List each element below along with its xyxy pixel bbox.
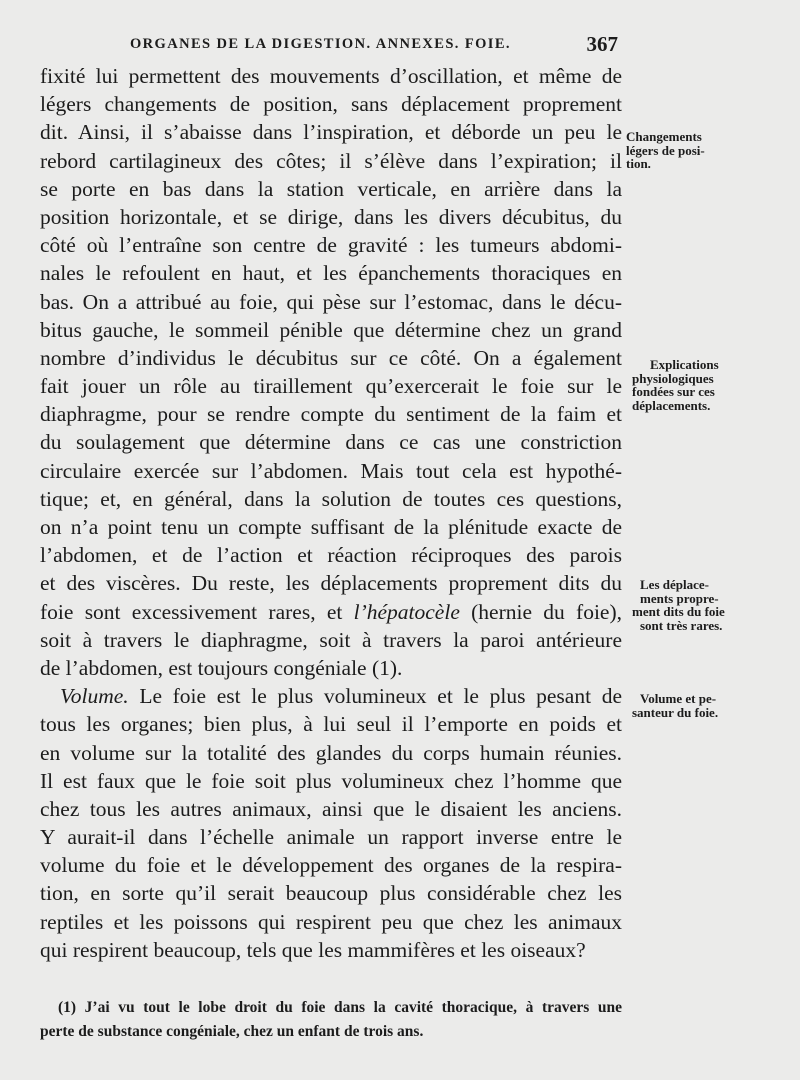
text-line: fait jouer un rôle au tiraillement qu’exercerait le foie sur le: [40, 374, 622, 399]
margin-note-line: légers de posi-: [626, 142, 705, 158]
text-line: Y aurait-il dans l’échelle animale un rapport inverse entre le: [40, 825, 622, 850]
italic-term-hepatocele: l’hépatocèle: [353, 599, 460, 624]
text-line: soit à travers le diaphragme, soit à travers la paroi antérieure: [40, 627, 622, 652]
text-line: nombre d’individus le décubitus sur ce côté. On a également: [40, 345, 622, 370]
text-run: (hernie du foie),: [459, 599, 622, 624]
text-line: bas. On a attribué au foie, qui pèse sur l’estomac, dans le décu-: [40, 289, 622, 314]
text-line: fixité lui permettent des mouvements d’oscillation, et même de: [40, 64, 622, 88]
margin-note-deplacements: [632, 578, 800, 632]
footnote: [40, 996, 622, 1044]
text-line: rebord cartilagineux des côtes; il s’élève dans l’expiration; il: [40, 148, 622, 173]
margin-note-line: déplacements.: [632, 397, 711, 413]
text-line-hepatocele: [40, 598, 622, 626]
margin-note-line: Explications: [650, 357, 719, 372]
text-line: en volume sur la totalité des glandes du corps humain réunies.: [40, 740, 622, 765]
page-header: [40, 34, 620, 58]
margin-note-explications: [632, 358, 800, 412]
margin-note-volume: [632, 692, 800, 719]
page-number: 367: [586, 32, 618, 56]
running-head: ORGANES DE LA DIGESTION. ANNEXES. FOIE.: [130, 36, 511, 52]
margin-note-line: Changements: [626, 129, 702, 144]
margin-note-line: ments propre-: [640, 590, 719, 606]
margin-note-line: santeur du foie.: [632, 704, 719, 720]
main-text: [40, 62, 622, 964]
margin-note-changements: [626, 130, 794, 171]
margin-note-line: fondées sur ces: [632, 384, 715, 399]
text-run: Le foie est le plus volumineux et le plus pesant de: [128, 684, 622, 709]
section-heading-volume: Volume.: [60, 684, 129, 709]
text-line: diaphragme, pour se rendre compte du sentiment de la faim et: [40, 402, 622, 427]
text-line: du soulagement que détermine dans ce cas une constriction: [40, 430, 622, 455]
text-line: nales le refoulent en haut, et les épanchements thoraciques en: [40, 261, 622, 286]
text-line: chez tous les autres animaux, ainsi que le disaient les anciens.: [40, 796, 622, 821]
margin-note-line: tion.: [626, 156, 651, 171]
text-line: de l’abdomen, est toujours congéniale (1).: [40, 655, 403, 680]
margin-note-line: Les déplace-: [640, 577, 709, 592]
text-line: se porte en bas dans la station verticale, en arrière dans la: [40, 176, 622, 201]
text-run: foie sont excessivement rares, et: [40, 599, 354, 624]
text-line: position horizontale, et se dirige, dans les divers décubitus, du: [40, 204, 622, 229]
margin-note-line: ment dits du foie: [632, 604, 725, 619]
text-line: volume du foie et le développement des organes de la respira-: [40, 853, 622, 878]
text-line: l’abdomen, et de l’action et réaction réciproques des parois: [40, 543, 622, 568]
text-line: circulaire exercée sur l’abdomen. Mais tout cela est hypothé-: [40, 458, 622, 483]
text-line: et des viscères. Du reste, les déplacements proprement dits du: [40, 571, 622, 596]
text-line: reptiles et les poissons qui respirent peu que chez les animaux: [40, 909, 622, 934]
footnote-line: perte de substance congéniale, chez un enfant de trois ans.: [40, 1023, 424, 1040]
text-line: on n’a point tenu un compte suffisant de la plénitude exacte de: [40, 515, 622, 539]
footnote-line: (1) J’ai vu tout le lobe droit du foie dans la cavité thoracique, à travers une: [58, 999, 622, 1016]
margin-note-line: Volume et pe-: [640, 691, 717, 706]
text-line: bitus gauche, le sommeil pénible que détermine chez un grand: [40, 317, 622, 342]
volume-first-line: [40, 682, 622, 710]
text-line: légers changements de position, sans déplacement proprement: [40, 92, 622, 117]
text-line: tique; et, en général, dans la solution de toutes ces questions,: [40, 486, 622, 511]
text-line: tion, en sorte qu’il serait beaucoup plus considérable chez les: [40, 881, 622, 906]
margin-note-line: sont très rares.: [640, 617, 723, 633]
text-line: qui respirent beaucoup, tels que les mammifères et les oiseaux?: [40, 937, 586, 962]
text-line: dit. Ainsi, il s’abaisse dans l’inspiration, et déborde un peu le: [40, 120, 622, 145]
text-line: tous les organes; bien plus, à lui seul il l’emporte en poids et: [40, 712, 622, 737]
text-line: Il est faux que le foie soit plus volumineux chez l’homme que: [40, 768, 622, 793]
text-line: côté où l’entraîne son centre de gravité : les tumeurs abdomi-: [40, 233, 622, 258]
margin-note-line: physiologiques: [632, 370, 714, 386]
